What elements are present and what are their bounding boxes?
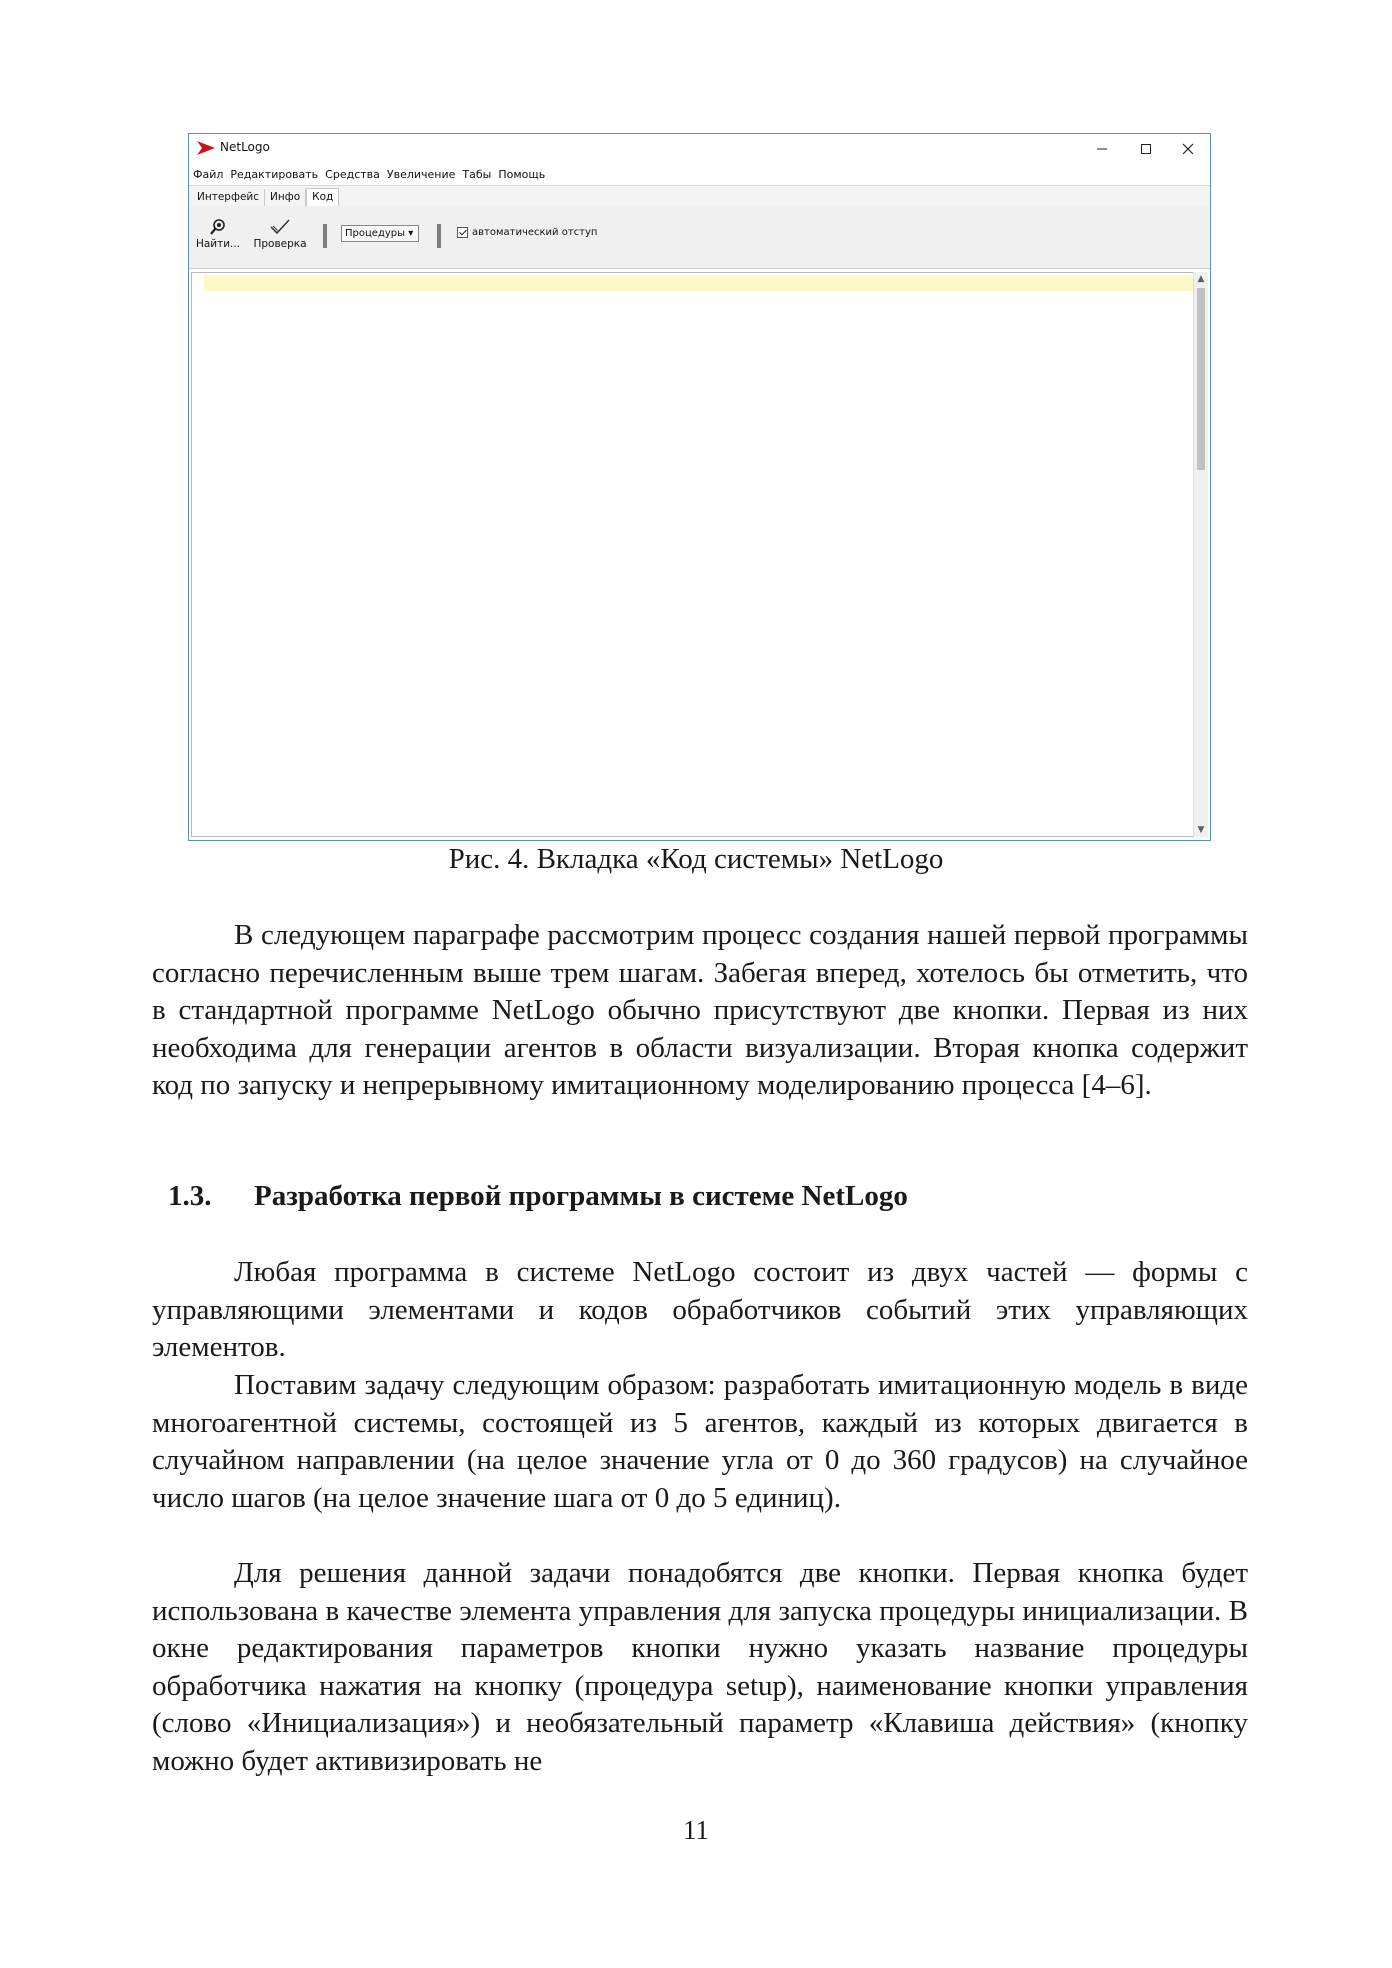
menu-file[interactable]: Файл [193,167,224,181]
close-button[interactable] [1168,137,1208,161]
minimize-icon [1082,137,1122,161]
tab-code[interactable]: Код [306,188,339,206]
window-title: NetLogo [220,140,270,154]
menu-tools[interactable]: Средства [325,167,380,181]
menu-help[interactable]: Помощь [498,167,546,181]
tab-bar [189,185,1210,207]
code-toolbar [189,206,1210,269]
paragraph-text: Поставим задачу следующим образом: разработать имитационную модель в виде многоагентной системы, состоящей из 5 агентов, каждый из которых двигается в случайном направлении (на целое значение угла от 0 до 360 градусов) на случайное число шагов (на целое значение шага от 0 до 5 единиц). [152,1369,1248,1514]
toolbar-separator [437,224,441,248]
tab-info[interactable]: Инфо [265,189,306,206]
maximize-icon [1126,137,1166,161]
paragraph-text: Любая программа в системе NetLogo состоит из двух частей — формы с управляющими элементами и кодов обработчиков событий этих управляющих элементов. [152,1256,1248,1364]
menu-bar [189,164,1210,184]
auto-indent-label: автоматический отступ [472,227,598,238]
scroll-up-arrow-icon[interactable]: ▲ [1197,274,1205,284]
toolbar-separator [323,224,327,248]
figure-caption: Рис. 4. Вкладка «Код системы» NetLogo [448,843,944,875]
paragraph-text: Для решения данной задачи понадобятся две кнопки. Первая кнопка будет использована в качестве элемента управления для запуска процедуры инициализации. В окне редактирования параметров кнопки нужно указать название процедуры обработчика нажатия на кнопку (процедура setup), наименование кнопки управления (слово «Инициализация») и необязательный параметр «Клавиша действия» (кнопку можно будет активизировать не [152,1557,1248,1777]
maximize-button[interactable] [1126,137,1166,161]
paragraph [152,1367,1248,1517]
find-button[interactable] [195,218,241,250]
magnifier-icon [209,218,227,236]
menu-edit[interactable]: Редактировать [230,167,319,181]
netlogo-logo-icon [197,141,215,155]
minimize-button[interactable] [1082,137,1122,161]
code-editor[interactable] [191,272,1194,837]
check-label: Проверка [253,238,307,250]
vertical-scrollbar[interactable] [1193,272,1208,837]
paragraph [152,1254,1248,1367]
close-icon [1168,137,1208,161]
paragraph-text: В следующем параграфе рассмотрим процесс создания нашей первой программы согласно перечисленным выше трем шагам. Забегая вперед, хотелось бы отметить, что в стандартной программе NetLogo обычно присутствуют две кнопки. Первая из них необходима для генерации агентов в области визуализации. Вторая кнопка содержит код по запуску и непрерывному имитационному моделированию процесса [4–6]. [152,919,1248,1102]
section-heading [168,1180,908,1213]
title-bar [189,134,1210,164]
find-label: Найти... [195,238,241,250]
paragraph [152,917,1248,1105]
menu-tabs[interactable]: Табы [462,167,492,181]
check-button[interactable] [251,218,309,250]
scroll-down-arrow-icon[interactable]: ▼ [1197,825,1205,835]
paragraph [152,1555,1248,1781]
section-number: 1.3. [168,1180,212,1212]
netlogo-window [188,133,1211,841]
menu-zoom[interactable]: Увеличение [386,167,456,181]
auto-indent-toggle[interactable] [457,227,597,238]
page-number: 11 [683,1815,709,1845]
tab-interface[interactable]: Интерфейс [192,189,265,206]
scrollbar-thumb[interactable] [1197,288,1205,470]
checkmark-icon [269,218,291,236]
auto-indent-checkbox[interactable] [457,227,468,238]
section-title: Разработка первой программы в системе NetLogo [254,1180,908,1212]
current-line-highlight [204,275,1193,291]
procedures-dropdown[interactable]: Процедуры ▾ [341,225,419,242]
